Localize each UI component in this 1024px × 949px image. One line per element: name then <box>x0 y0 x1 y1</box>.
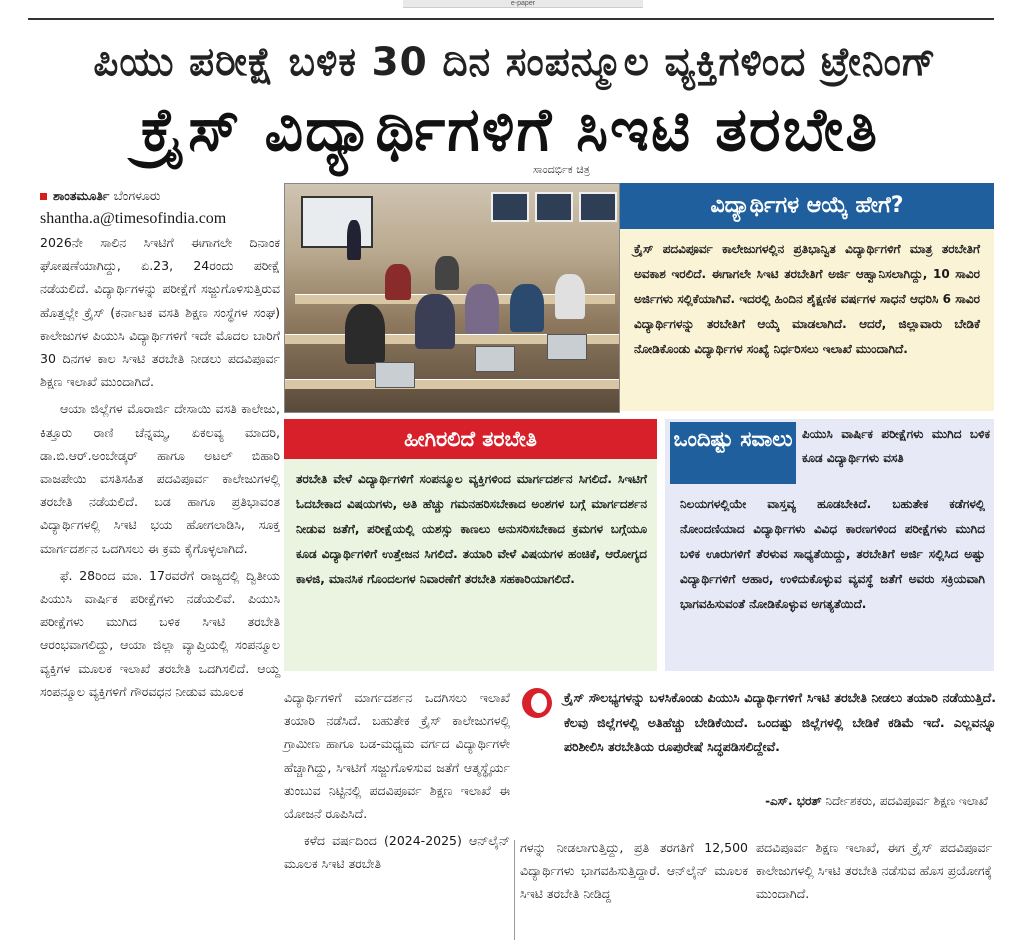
window <box>579 192 617 222</box>
training-infobox <box>284 419 657 671</box>
byline-email[interactable]: shantha.a@timesofindia.com <box>40 210 227 227</box>
challenges-infobox-intro: ಪಿಯುಸಿ ವಾರ್ಷಿಕ ಪರೀಕ್ಷೆಗಳು ಮುಗಿದ ಬಳಿಕ ಕೂಡ ವಿದ್ಯಾರ್ಥಿಗಳು ವಸತಿ <box>802 427 990 465</box>
challenges-infobox-title: ಒಂದಿಷ್ಟು ಸವಾಲು <box>670 422 796 484</box>
student <box>435 256 459 290</box>
student <box>510 284 544 332</box>
epaper-tab[interactable] <box>403 0 643 8</box>
student <box>345 304 385 364</box>
article-column-2 <box>284 686 510 876</box>
article-column-1 <box>40 185 280 703</box>
article-paragraph: 2026ನೇ ಸಾಲಿನ ಸಿಇಟಿಗೆ ಈಗಾಗಲೇ ದಿನಾಂಕ ಘೋಷಣೆಯಾಗಿದ್ದು, ಏ.23, 24ರಂದು ಪರೀಕ್ಷೆ ನಡೆಯಲಿದೆ. ವಿದ್ಯಾರ್ಥಿಗಳನ್ನು ಪರೀಕ್ಷೆಗೆ ಸಜ್ಜುಗೊಳಿಸುತ್ತಿರುವ ಹೊತ್ತಲ್ಲೇ ಕ್ರೈಸ್ (ಕರ್ನಾಟಕ ವಸತಿ ಶಿಕ್ಷಣ ಸಂಸ್ಥೆಗಳ ಸಂಘ) ಕಾಲೇಜುಗಳ ಪಿಯುಸಿ ವಿದ್ಯಾರ್ಥಿಗಳಿಗೆ ಇದೇ ಮೊದಲ ಬಾರಿಗೆ 30 ದಿನಗಳ ಕಾಲ ಸಿಇಟಿ ತರಬೇತಿ ನೀಡಲು ಪದವಿಪೂರ್ವ ಶಿಕ್ಷಣ ಇಲಾಖೆ ಮುಂದಾಗಿದೆ. <box>40 235 280 390</box>
quote-text: ಕ್ರೈಸ್ ಸೌಲಭ್ಯಗಳನ್ನು ಬಳಸಿಕೊಂಡು ಪಿಯುಸಿ ವಿದ್ಯಾರ್ಥಿಗಳಿಗೆ ಸಿಇಟಿ ತರಬೇತಿ ನೀಡಲು ತಯಾರಿ ನಡೆಯುತ್ತಿದೆ. ಕೆಲವು ಜಿಲ್ಲೆಗಳಲ್ಲಿ ಅತಿಹೆಚ್ಚು ಬೇಡಿಕೆಯಿದೆ. ಒಂದಷ್ಟು ಜಿಲ್ಲೆಗಳಲ್ಲಿ ಬೇಡಿಕೆ ಕಡಿಮೆ ಇದೆ. ಎಲ್ಲವನ್ನೂ ಪರಿಶೀಲಿಸಿ ತರಬೇತಿಯ ರೂಪುರೇಷೆ ಸಿದ್ಧಪಡಿಸಲಿದ್ದೇವೆ. <box>564 690 996 754</box>
selection-infobox <box>620 183 994 411</box>
selection-infobox-body: ಕ್ರೈಸ್ ಪದವಿಪೂರ್ವ ಕಾಲೇಜುಗಳಲ್ಲಿನ ಪ್ರತಿಭಾನ್ವಿತ ವಿದ್ಯಾರ್ಥಿಗಳಿಗೆ ಮಾತ್ರ ತರಬೇತಿಗೆ ಅವಕಾಶ ಇರಲಿದೆ. ಈಗಾಗಲೇ ಸಿಇಟಿ ತರಬೇತಿಗೆ ಅರ್ಜಿ ಆಹ್ವಾನಿಸಲಾಗಿದ್ದು, 10 ಸಾವಿರ ಅರ್ಜಿಗಳು ಸಲ್ಲಿಕೆಯಾಗಿವೆ. ಇದರಲ್ಲಿ ಹಿಂದಿನ ಶೈಕ್ಷಣಿಕ ವರ್ಷಗಳ ಸಾಧನೆ ಆಧರಿಸಿ 6 ಸಾವಿರ ವಿದ್ಯಾರ್ಥಿಗಳನ್ನು ತರಬೇತಿಗೆ ಆಯ್ಕೆ ಮಾಡಲಾಗಿದೆ. ಆದರೆ, ಜಿಲ್ಲಾವಾರು ಬೇಡಿಕೆ ನೋಡಿಕೊಂಡು ವಿದ್ಯಾರ್ಥಿಗಳ ಸಂಖ್ಯೆ ನಿರ್ಧರಿಸಲು ಇಲಾಖೆ ಮುಂದಾಗಿದೆ. <box>634 242 980 356</box>
byline-name: ಶಾಂತಮೂರ್ತಿ <box>53 188 110 203</box>
quote-icon <box>522 688 552 718</box>
column-divider <box>514 840 515 940</box>
classroom-photo <box>284 183 620 413</box>
laptop <box>475 346 515 372</box>
top-rule <box>28 18 994 20</box>
student <box>555 274 585 319</box>
challenges-infobox-body: ನಿಲಯಗಳಲ್ಲಿಯೇ ವಾಸ್ತವ್ಯ ಹೂಡಬೇಕಿದೆ. ಬಹುತೇಕ ಕಡೆಗಳಲ್ಲಿ ನೋಂದಣಿಯಾದ ವಿದ್ಯಾರ್ಥಿಗಳು ವಿವಿಧ ಕಾರಣಗಳಿಂದ ಪರೀಕ್ಷೆಗಳು ಮುಗಿದ ಬಳಿಕ ಊರುಗಳಿಗೆ ತೆರಳುವ ಸಾಧ್ಯತೆಯಿದ್ದು, ತರಬೇತಿಗೆ ಅರ್ಜಿ ಸಲ್ಲಿಸಿದ ಅಷ್ಟು ವಿದ್ಯಾರ್ಥಿಗಳಿಗೆ ಆಹಾರ, ಉಳಿದುಕೊಳ್ಳುವ ವ್ಯವಸ್ಥೆ ಜತೆಗೆ ಅವರು ಸಕ್ರಿಯವಾಗಿ ಭಾಗವಹಿಸುವಂತೆ ನೋಡಿಕೊಳ್ಳುವ ಅಗತ್ಯತೆಯಿದೆ. <box>680 497 985 611</box>
window <box>535 192 573 222</box>
desk-row <box>285 379 620 389</box>
student <box>415 294 455 349</box>
article-column-3 <box>520 836 748 906</box>
article-paragraph: ಫೆ. 28ರಿಂದ ಮಾ. 17ರವರೆಗೆ ರಾಜ್ಯದಲ್ಲಿ ದ್ವಿತೀಯ ಪಿಯುಸಿ ವಾರ್ಷಿಕ ಪರೀಕ್ಷೆಗಳು ನಡೆಯಲಿವೆ. ಪಿಯುಸಿ ಪರೀಕ್ಷೆಗಳು ಮುಗಿದ ಬಳಿಕ ಸಿಇಟಿ ತರಬೇತಿ ಆರಂಭವಾಗಲಿದ್ದು, ಆಯಾ ಜಿಲ್ಲಾ ವ್ಯಾಪ್ತಿಯಲ್ಲಿ ಸಂಪನ್ಮೂಲ ವ್ಯಕ್ತಿಗಳ ಮೂಲಕ ಇಲಾಖೆ ತರಬೇತಿ ಒದಗಿಸಲಿದೆ. ಆಯ್ದ ಸಂಪನ್ಮೂಲ ವ್ಯಕ್ತಿಗಳಿಗೆ ಗೌರವಧನ ನೀಡುವ ಮೂಲಕ <box>40 567 280 699</box>
student <box>465 284 499 334</box>
byline-city: ಬೆಂಗಳೂರು <box>113 188 161 203</box>
quote-signature <box>765 794 988 809</box>
article-paragraph: ಆಯಾ ಜಿಲ್ಲೆಗಳ ಮೊರಾರ್ಜಿ ದೇಸಾಯಿ ವಸತಿ ಕಾಲೇಜು, ಕಿತ್ತೂರು ರಾಣಿ ಚೆನ್ನಮ್ಮ, ಏಕಲವ್ಯ ಮಾದರಿ, ಡಾ.ಬಿ.ಆರ್.ಅಂಬೇಡ್ಕರ್ ಹಾಗೂ ಅಟಲ್ ಬಿಹಾರಿ ವಾಜಪೇಯಿ ವಸತಿಸಹಿತ ಪದವಿಪೂರ್ವ ಕಾಲೇಜುಗಳಲ್ಲಿ ತರಬೇತಿ ನಡೆಯಲಿದೆ. ಬಡ ಹಾಗೂ ಪ್ರತಿಭಾವಂತ ವಿದ್ಯಾರ್ಥಿಗಳಲ್ಲಿ ಸಿಇಟಿ ಭಯ ಹೋಗಲಾಡಿಸಿ, ಸೂಕ್ತ ಮಾರ್ಗದರ್ಶನ ಒದಗಿಸಲು ಈ ಕ್ರಮ ಕೈಗೊಳ್ಳಲಾಗಿದೆ. <box>40 401 280 556</box>
selection-infobox-title: ವಿದ್ಯಾರ್ಥಿಗಳ ಆಯ್ಕೆ ಹೇಗೆ? <box>620 183 994 229</box>
photo-credit: ಸಾಂದರ್ಭಿಕ ಚಿತ್ರ <box>533 163 590 176</box>
quote-author-role: ನಿರ್ದೇಶಕರು, ಪದವಿಪೂರ್ವ ಶಿಕ್ಷಣ ಇಲಾಖೆ <box>825 794 988 808</box>
headline-main: ಕ್ರೈಸ್ ವಿದ್ಯಾರ್ಥಿಗಳಿಗೆ ಸಿಇಟಿ ತರಬೇತಿ <box>140 95 880 165</box>
article-column-4 <box>756 836 992 906</box>
article-paragraph: ಕಳೆದ ವರ್ಷದಿಂದ (2024-2025) ಆನ್‌ಲೈನ್ ಮೂಲಕ ಸಿಇಟಿ ತರಬೇತಿ <box>284 833 510 872</box>
projector-screen <box>301 196 373 248</box>
instructor <box>347 220 361 260</box>
official-quote <box>520 684 996 832</box>
window <box>491 192 529 222</box>
training-infobox-title: ಹೀಗಿರಲಿದೆ ತರಬೇತಿ <box>284 419 657 459</box>
byline-marker-icon <box>40 193 47 200</box>
article-paragraph: ಗಳನ್ನು ನೀಡಲಾಗುತ್ತಿದ್ದು, ಪ್ರತಿ ತರಗತಿಗೆ 12,500 ವಿದ್ಯಾರ್ಥಿಗಳು ಭಾಗವಹಿಸುತ್ತಿದ್ದಾರೆ. ಆನ್‌ಲೈನ್ ಮೂಲಕ ಸಿಇಟಿ ತರಬೇತಿ ನೀಡಿದ್ದ <box>520 840 748 902</box>
article-paragraph: ವಿದ್ಯಾರ್ಥಿಗಳಿಗೆ ಮಾರ್ಗದರ್ಶನ ಒದಗಿಸಲು ಇಲಾಖೆ ತಯಾರಿ ನಡೆಸಿದೆ. ಬಹುತೇಕ ಕ್ರೈಸ್ ಕಾಲೇಜುಗಳಲ್ಲಿ ಗ್ರಾಮೀಣ ಹಾಗೂ ಬಡ-ಮಧ್ಯಮ ವರ್ಗದ ವಿದ್ಯಾರ್ಥಿಗಳೇ ಹೆಚ್ಚಾಗಿದ್ದು, ಸಿಇಟಿಗೆ ಸಜ್ಜುಗೊಳಿಸುವ ಜತೆಗೆ ಆತ್ಮಸ್ಥೈರ್ಯ ತುಂಬುವ ನಿಟ್ಟಿನಲ್ಲಿ ಪದವಿಪೂರ್ವ ಶಿಕ್ಷಣ ಇಲಾಖೆ ಈ ಯೋಜನೆ ರೂಪಿಸಿದೆ. <box>284 690 510 822</box>
headline-kicker: ಪಿಯು ಪರೀಕ್ಷೆ ಬಳಿಕ 30 ದಿನ ಸಂಪನ್ಮೂಲ ವ್ಯಕ್ತಿಗಳಿಂದ ಟ್ರೇನಿಂಗ್ <box>93 40 937 85</box>
student <box>385 264 411 300</box>
byline <box>40 185 280 207</box>
article-paragraph: ಪದವಿಪೂರ್ವ ಶಿಕ್ಷಣ ಇಲಾಖೆ, ಈಗ ಕ್ರೈಸ್ ಪದವಿಪೂರ್ವ ಕಾಲೇಜುಗಳಲ್ಲಿ ಸಿಇಟಿ ತರಬೇತಿ ನಡೆಸುವ ಹೊಸ ಪ್ರಯೋಗಕ್ಕೆ ಮುಂದಾಗಿದೆ. <box>756 840 992 902</box>
epaper-label: e-paper <box>510 0 536 7</box>
laptop <box>375 362 415 388</box>
training-infobox-body: ತರಬೇತಿ ವೇಳೆ ವಿದ್ಯಾರ್ಥಿಗಳಿಗೆ ಸಂಪನ್ಮೂಲ ವ್ಯಕ್ತಿಗಳಿಂದ ಮಾರ್ಗದರ್ಶನ ಸಿಗಲಿದೆ. ಸಿಇಟಿಗೆ ಓದಬೇಕಾದ ವಿಷಯಗಳು, ಅತಿ ಹೆಚ್ಚು ಗಮನಹರಿಸಬೇಕಾದ ಅಂಶಗಳ ಬಗ್ಗೆ ಮಾರ್ಗದರ್ಶನ ನೀಡುವ ಜತೆಗೆ, ಪರೀಕ್ಷೆಯಲ್ಲಿ ಯಶಸ್ಸು ಕಾಣಲು ಅನುಸರಿಸಬೇಕಾದ ಕ್ರಮಗಳ ಬಗ್ಗೆಯೂ ಕೂಡ ವಿದ್ಯಾರ್ಥಿಗಳಿಗೆ ಉತ್ತೇಜನ ಸಿಗಲಿದೆ. ತಯಾರಿ ವೇಳೆ ವಿಷಯಗಳ ಹಂಚಿಕೆ, ಆರೋಗ್ಯದ ಕಾಳಜಿ, ಮಾನಸಿಕ ಗೊಂದಲಗಳ ನಿವಾರಣೆಗೆ ತರಬೇತಿ ಸಹಕಾರಿಯಾಗಲಿದೆ. <box>296 472 647 586</box>
laptop <box>547 334 587 360</box>
quote-author: -ಎಸ್. ಭರತ್ <box>765 794 822 808</box>
